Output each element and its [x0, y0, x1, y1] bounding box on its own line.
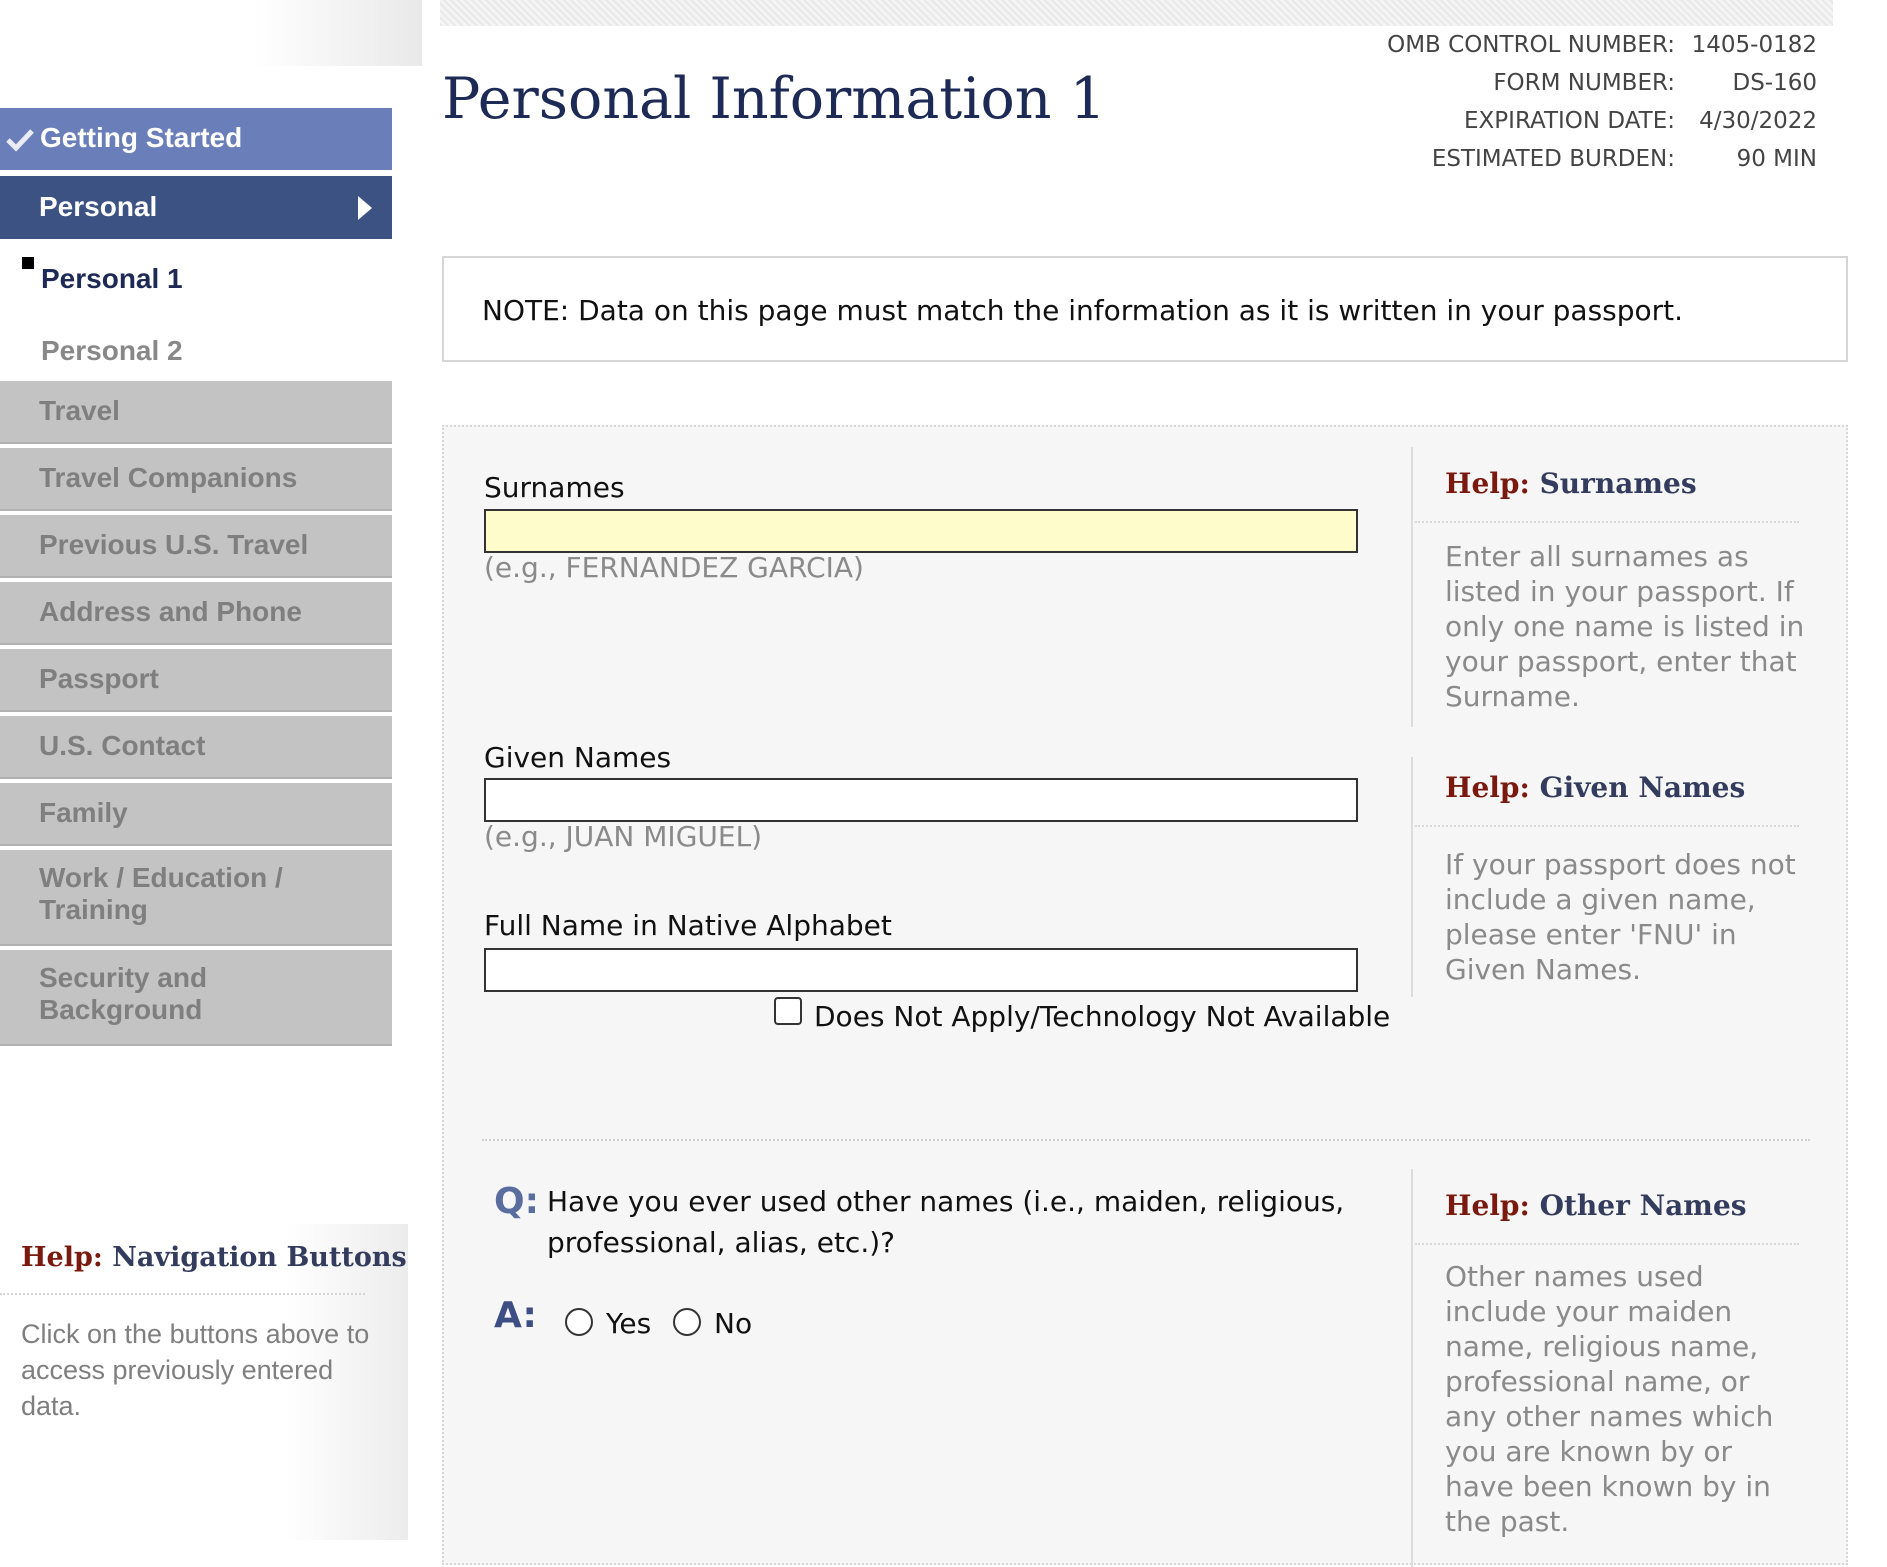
meta-row-form-number: [1387, 64, 1817, 102]
yes-label: Yes: [606, 1307, 652, 1340]
nav-item-passport[interactable]: [0, 649, 392, 712]
nav-subitem-personal-2[interactable]: [0, 311, 392, 381]
help-title-text: Surnames: [1539, 467, 1697, 500]
divider: [1415, 1243, 1799, 1245]
checkmark-icon: [6, 128, 34, 152]
meta-row-burden: [1387, 140, 1817, 178]
nav-item-label: Personal: [39, 191, 158, 222]
nav-item-label: Family: [39, 797, 128, 828]
question-marker: Q:: [494, 1181, 539, 1222]
nav-item-previous-us-travel[interactable]: [0, 515, 392, 578]
meta-label: EXPIRATION DATE:: [1464, 108, 1675, 134]
help-key: Help:: [1445, 467, 1530, 500]
help-body: Other names used include your maiden name, religious name, professional name, or any other names which you are known by or have been known by in the past.: [1445, 1260, 1774, 1538]
nav-item-label: Getting Started: [40, 122, 243, 153]
form-panel: [442, 425, 1848, 1565]
meta-value: 1405-0182: [1691, 32, 1817, 58]
nav-item-travel-companions[interactable]: [0, 448, 392, 511]
nav-item-label: Security and Background: [39, 962, 208, 1025]
help-given-names: [1411, 757, 1799, 997]
help-title: [1445, 467, 1697, 500]
divider: [1415, 825, 1799, 827]
help-key: Help:: [21, 1242, 103, 1273]
meta-value: 4/30/2022: [1699, 108, 1817, 134]
meta-value: DS-160: [1732, 70, 1817, 96]
nav-item-us-contact[interactable]: [0, 716, 392, 779]
nav-item-label: U.S. Contact: [39, 730, 206, 761]
nav-item-work-education[interactable]: [0, 850, 392, 946]
other-names-question: Have you ever used other names (i.e., maiden, religious, professional, alias, etc.)?: [547, 1185, 1345, 1259]
meta-label: ESTIMATED BURDEN:: [1431, 146, 1675, 172]
sidebar-nav: [0, 108, 392, 1050]
help-title: [1445, 771, 1745, 804]
surnames-input[interactable]: [484, 509, 1358, 553]
nav-subitem-personal-1[interactable]: [0, 239, 392, 311]
meta-row-expiration: [1387, 102, 1817, 140]
given-names-example: (e.g., JUAN MIGUEL): [484, 820, 763, 853]
help-body: If your passport does not include a given name, please enter 'FNU' in Given Names.: [1445, 848, 1796, 986]
help-body: Enter all surnames as listed in your passport. If only one name is listed in your passport, enter that Surname.: [1445, 540, 1805, 713]
help-title-text: Given Names: [1539, 771, 1746, 804]
native-name-label: Full Name in Native Alphabet: [484, 909, 892, 942]
bullet-icon: [22, 257, 34, 269]
no-label: No: [714, 1307, 753, 1340]
help-body: Click on the buttons above to access previously entered data.: [21, 1319, 370, 1421]
nav-subitem-label: Personal 1: [41, 263, 183, 294]
answer-marker: A:: [494, 1295, 537, 1336]
meta-value: 90 MIN: [1736, 146, 1817, 172]
meta-row-omb: [1387, 26, 1817, 64]
divider: [482, 1139, 1810, 1141]
surnames-example: (e.g., FERNANDEZ GARCIA): [484, 551, 864, 584]
nav-item-label: Passport: [39, 663, 159, 694]
top-banner-strip: [440, 0, 1833, 26]
meta-label: OMB CONTROL NUMBER:: [1387, 32, 1675, 58]
other-names-yes-radio[interactable]: [565, 1308, 593, 1336]
given-names-label: Given Names: [484, 741, 672, 774]
native-name-input[interactable]: [484, 948, 1358, 992]
help-title: [1445, 1189, 1747, 1222]
nav-item-label: Previous U.S. Travel: [39, 529, 309, 560]
help-other-names: [1411, 1169, 1799, 1567]
nav-item-label: Travel Companions: [39, 462, 298, 493]
arrow-right-icon: [358, 196, 372, 220]
nav-item-family[interactable]: [0, 783, 392, 846]
nav-subitem-label: Personal 2: [41, 335, 183, 366]
nav-item-label: Travel: [39, 395, 120, 426]
help-title: [21, 1242, 407, 1273]
meta-label: FORM NUMBER:: [1493, 70, 1675, 96]
nav-item-getting-started[interactable]: [0, 108, 392, 170]
nav-item-security-background[interactable]: [0, 950, 392, 1046]
does-not-apply-label: Does Not Apply/Technology Not Available: [814, 1000, 1391, 1033]
page-title: Personal Information 1: [442, 66, 1106, 132]
nav-item-personal[interactable]: [0, 176, 392, 239]
given-names-input[interactable]: [484, 778, 1358, 822]
nav-item-label: Work / Education / Training: [39, 862, 283, 925]
nav-item-label: Address and Phone: [39, 596, 302, 627]
help-key: Help:: [1445, 1189, 1530, 1222]
nav-item-address-phone[interactable]: [0, 582, 392, 645]
sidebar-logo-area: [0, 0, 422, 66]
surnames-label: Surnames: [484, 471, 625, 504]
help-navigation-buttons: [0, 1224, 408, 1540]
passport-note: NOTE: Data on this page must match the information as it is written in your passport.: [442, 256, 1848, 362]
divider: [0, 1293, 365, 1295]
help-key: Help:: [1445, 771, 1530, 804]
help-surnames: [1411, 447, 1805, 727]
other-names-no-radio[interactable]: [673, 1308, 701, 1336]
help-title-text: Navigation Buttons: [112, 1242, 407, 1273]
nav-item-travel[interactable]: [0, 381, 392, 444]
divider: [1415, 521, 1799, 523]
form-metadata: [1387, 26, 1817, 178]
help-title-text: Other Names: [1539, 1189, 1747, 1222]
does-not-apply-checkbox[interactable]: [774, 997, 802, 1025]
